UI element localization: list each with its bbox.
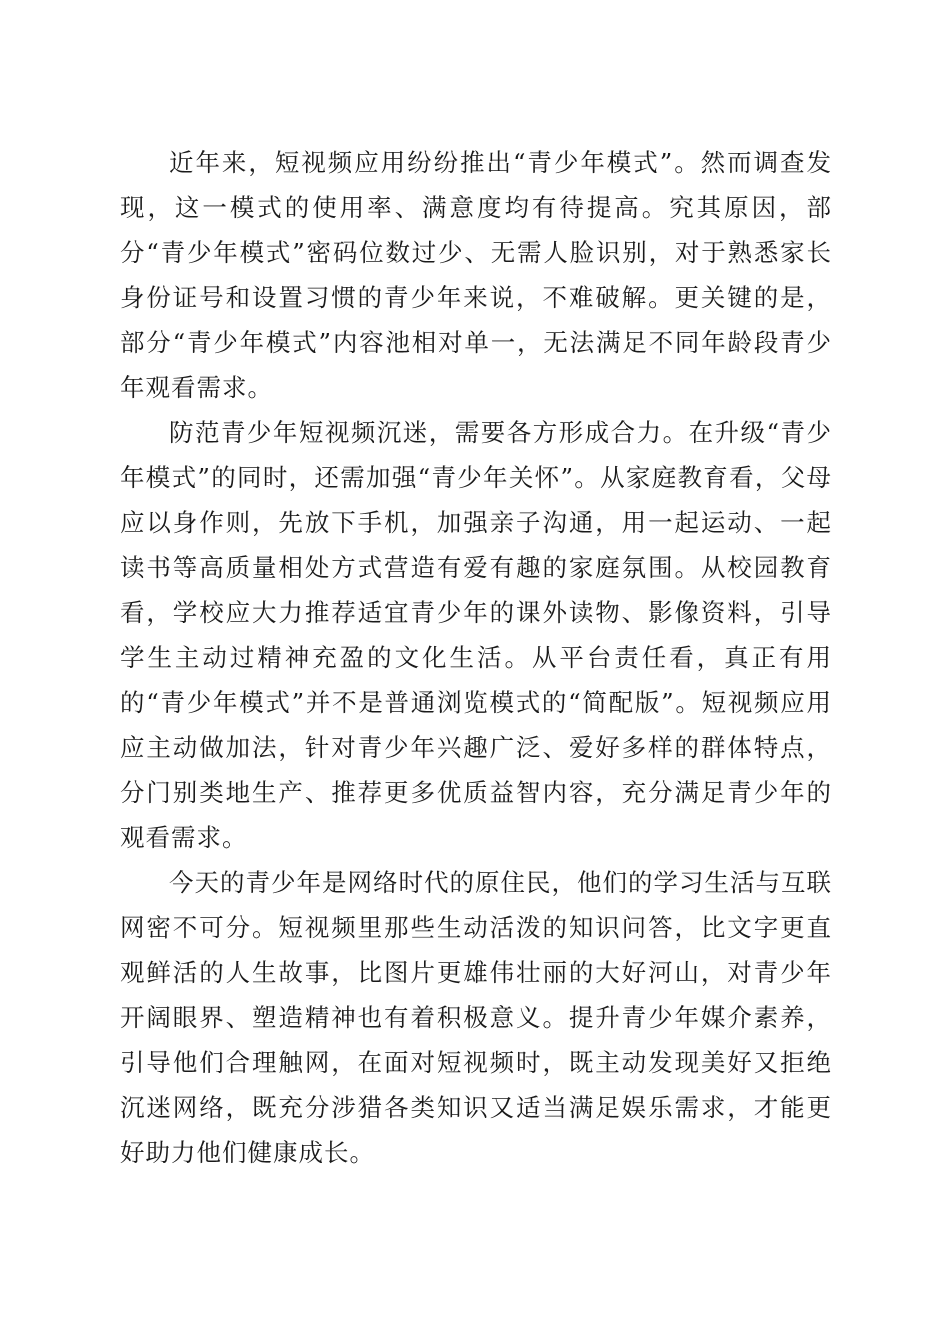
article-body [120, 140, 832, 1175]
paragraph-3: 今天的青少年是网络时代的原住民，他们的学习生活与互联网密不可分。短视频里那些生动活泼的知识问答，比文字更直观鲜活的人生故事，比图片更雄伟壮丽的大好河山，对青少年开阔眼界、塑造精神也有着积极意义。提升青少年媒介素养，引导他们合理触网，在面对短视频时，既主动发现美好又拒绝沉迷网络，既充分涉猎各类知识又适当满足娱乐需求，才能更好助力他们健康成长。 [120, 868, 832, 1167]
paragraph-2: 防范青少年短视频沉迷，需要各方形成合力。在升级“青少年模式”的同时，还需加强“青少年关怀”。从家庭教育看，父母应以身作则，先放下手机，加强亲子沟通，用一起运动、一起读书等高质量相处方式营造有爱有趣的家庭氛围。从校园教育看，学校应大力推荐适宜青少年的课外读物、影像资料，引导学生主动过精神充盈的文化生活。从平台责任看，真正有用的“青少年模式”并不是普通浏览模式的“简配版”。短视频应用应主动做加法，针对青少年兴趣广泛、爱好多样的群体特点，分门别类地生产、推荐更多优质益智内容，充分满足青少年的观看需求。 [120, 418, 832, 852]
paragraph-1: 近年来，短视频应用纷纷推出“青少年模式”。然而调查发现，这一模式的使用率、满意度均有待提高。究其原因，部分“青少年模式”密码位数过少、无需人脸识别，对于熟悉家长身份证号和设置习惯的青少年来说，不难破解。更关键的是，部分“青少年模式”内容池相对单一，无法满足不同年龄段青少年观看需求。 [120, 148, 832, 402]
